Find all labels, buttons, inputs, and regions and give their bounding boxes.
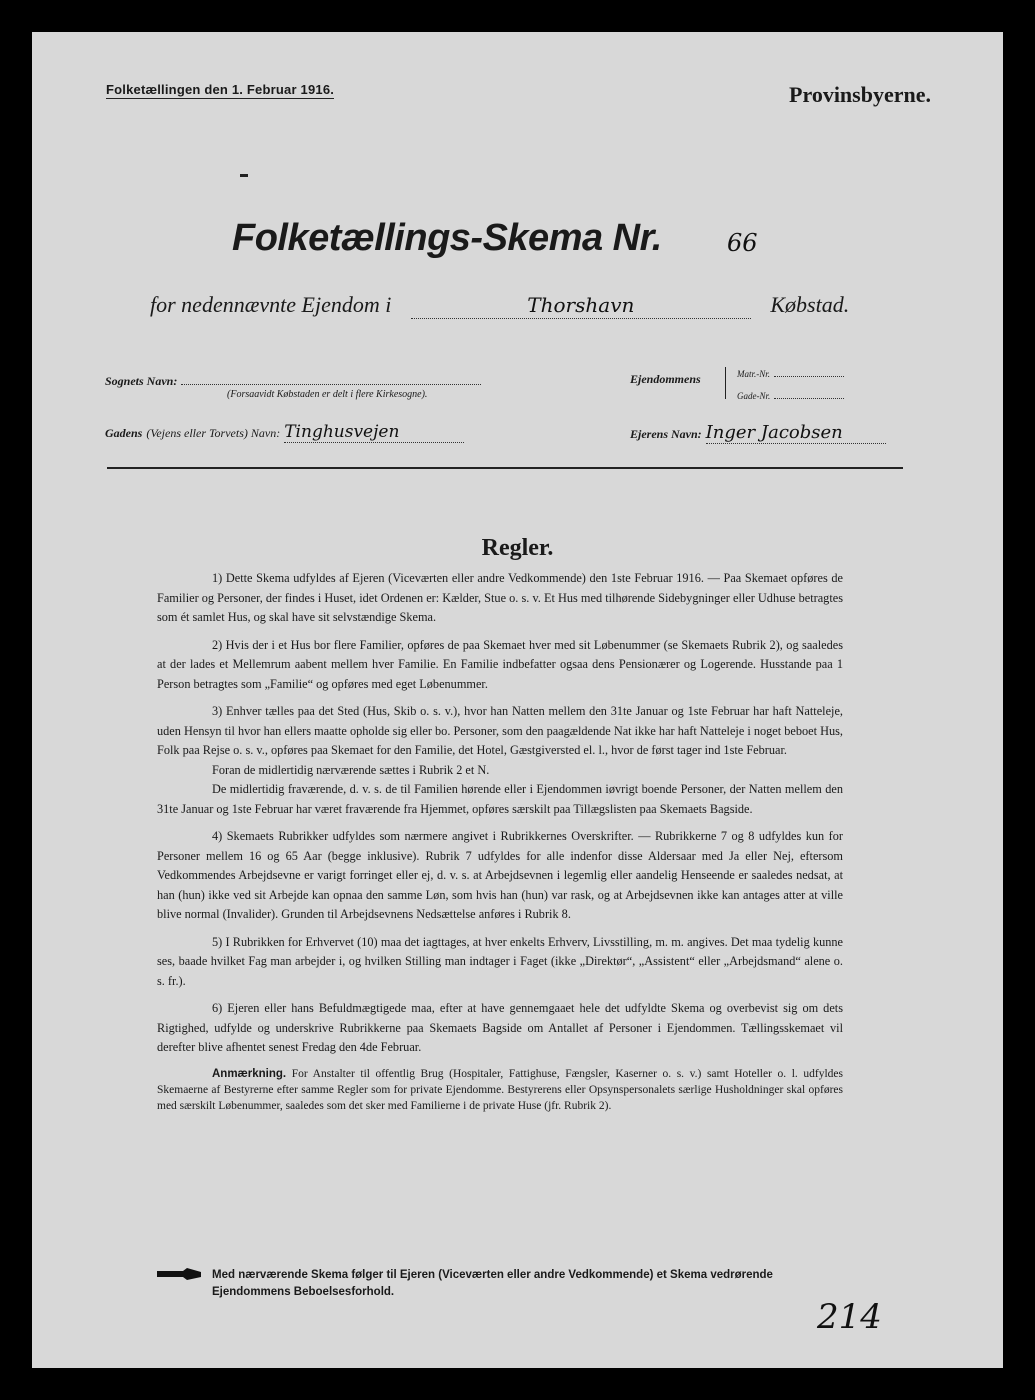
street-value: Tinghusvejen — [284, 422, 400, 442]
rule-paragraph-6: 6) Ejeren eller hans Befuldmægtigede maa, efter at have gennemgaaet hele det udfyldte Skema og overbevist sig om dets Rigtighed, udfylde og underskrive Rubrikkerne paa Skemaets Bagside om Antallet af Personer i Ejendommen. Tællingsskemaet vil derefter blive afhentet senest Fredag den 4de Februar. — [157, 1001, 843, 1054]
street-label-rest: (Vejens eller Torvets) Navn: — [146, 426, 281, 440]
rule-paragraph-5: 5) I Rubrikken for Erhvervet (10) maa det iagttages, at hver enkelts Erhverv, Livsstilling, m. m. angives. Det maa tydelig kunne ses, baade hvilket Fag man arbejder i, og hvilken Stilling man indtager i Faget (ikke „Direktør“, „Assistent“ eller „Arbejdsmand“ alene o. s. fr.). — [157, 934, 843, 988]
header-census-date: Folketællingen den 1. Februar 1916. — [106, 82, 335, 97]
owner-line — [706, 422, 886, 444]
rule-paragraph-1: 1) Dette Skema udfyldes af Ejeren (Viceværten eller andre Vedkommende) den 1ste Februar 1916. — Paa Skemaet opføres de Familier og Personer, der findes i Huset, idet Ordenen er: Kælder, Stue o. s. v. Et Hus med tilhørende Sidebygninger eller Udhuse betragtes som ét samlet Hus, og skal have sit selvstændige Skema. — [157, 571, 843, 624]
matr-field — [737, 364, 857, 382]
rules-body — [157, 569, 843, 1122]
town-value: Thorshavn — [527, 293, 635, 317]
rules-heading: Regler. — [481, 535, 554, 561]
gade-nr-field — [737, 386, 857, 404]
parish-field — [105, 372, 515, 390]
gade-nr-label: Gade-Nr. — [737, 391, 771, 401]
note-text: For Anstalter til offentlig Brug (Hospitaler, Fattighuse, Fængsler, Kaserner o. s. v.) samt Hoteller o. l. udfyldes Skemaerne af Bestyrerne efter samme Regler som for private Ejendomme. Bestyrerens eller Opsynspersonalets særlige Husholdninger skal opføres med særskilt Løbenummer, saaledes som det sker med Familierne i de private Huse (jfr. Rubrik 2). — [157, 1067, 843, 1112]
census-form-page — [32, 32, 1003, 1368]
parish-line — [181, 374, 481, 385]
owner-label: Ejerens Navn: — [630, 427, 702, 441]
town-field — [411, 292, 751, 319]
property-label: Ejendommens — [630, 372, 701, 386]
parish-note: (Forsaavidt Købstaden er delt i flere Kirkesogne). — [227, 389, 428, 400]
gade-nr-line — [774, 390, 844, 399]
form-title: Folketællings-Skema Nr. — [232, 217, 662, 259]
subtitle-suffix: Købstad. — [770, 292, 850, 317]
form-subtitle — [150, 292, 890, 319]
property-brace — [725, 367, 728, 399]
note-label: Anmærkning. — [212, 1067, 287, 1080]
owner-field — [630, 422, 920, 444]
rule-paragraph-3b: Foran de midlertidig nærværende sættes i Rubrik 2 et N. — [212, 762, 490, 777]
owner-value: Inger Jacobsen — [705, 422, 843, 443]
parish-label: Sognets Navn: — [105, 374, 178, 388]
rule-note — [157, 1066, 843, 1114]
rule-paragraph-4: 4) Skemaets Rubrikker udfyldes som nærmere angivet i Rubrikkernes Overskrifter. — Rubrikkerne 7 og 8 udfyldes kun for Personer mellem 16 og 65 Aar (begge inklusive). Rubrik 7 udfyldes for alle indenfor disse Aldersaar med Ja eller Nej, eftersom Vedkommendes Arbejdsevne er varigt forringet eller ej, d. v. s. at Arbejdsevnen i legemlig eller aandelig Henseende er saaledes nedsat, at han (hun) ikke ved sit Arbejde kan opnaa den samme Løn, som hvis han (hun) var rask, og at Arbejdsevnen ikke kan antages atter at ville blive normal (Invalider). Grunden til Arbejdsevnens Nedsættelse anføres i Rubrik 8. — [157, 829, 843, 921]
rule-paragraph-3: 3) Enhver tælles paa det Sted (Hus, Skib o. s. v.), hvor han Natten mellem den 31te Januar og 1ste Februar har haft Natteleje, uden Hensyn til hvor han ellers maatte opholde sig eller bo. Personer, som den paagældende Nat ikke har haft Natteleje i noget beboet Hus, Folk paa Rejse o. s. v., opføres paa Skemaet for den Familie, det Hotel, Gæstgiversted el. l., hvor de først tager ind 1ste Februar. — [157, 704, 843, 757]
section-divider — [107, 467, 903, 469]
subtitle-prefix: for nedennævnte Ejendom i — [150, 292, 392, 317]
street-label: Gadens — [105, 426, 143, 440]
street-line — [284, 422, 464, 443]
matr-label: Matr.-Nr. — [737, 369, 771, 379]
header-region: Provinsbyerne. — [789, 82, 931, 107]
dash-mark — [240, 174, 248, 177]
street-field — [105, 422, 545, 443]
matr-line — [774, 368, 844, 377]
rule-paragraph-2: 2) Hvis der i et Hus bor flere Familier, opføres de paa Skemaet hver med sit Løbenummer (se Skemaets Rubrik 2), og saaledes at der lades et Mellemrum aabent mellem hver Familie. En Familie indbefatter ogsaa dens Pensionærer og Logerende. Husstande paa 1 Person betragtes som „Familie“ og opføres med eget Løbenummer. — [157, 637, 843, 691]
rule-paragraph-3c: De midlertidig fraværende, d. v. s. de til Familien hørende eller i Ejendommen iøvrigt boende Personer, der Natten mellem den 31te Januar og 1ste Februar har været fraværende fra Hjemmet, opføres særskilt paa Tillægslisten paa Skemaets Bagside. — [157, 782, 843, 816]
form-number: 66 — [727, 229, 758, 257]
footer-note: Med nærværende Skema følger til Ejeren (Viceværten eller andre Vedkommende) et Skema vedrørende Ejendommens Beboelsesforhold. — [212, 1269, 773, 1298]
pointing-hand-icon — [157, 1268, 201, 1280]
page-number: 214 — [817, 1297, 882, 1337]
